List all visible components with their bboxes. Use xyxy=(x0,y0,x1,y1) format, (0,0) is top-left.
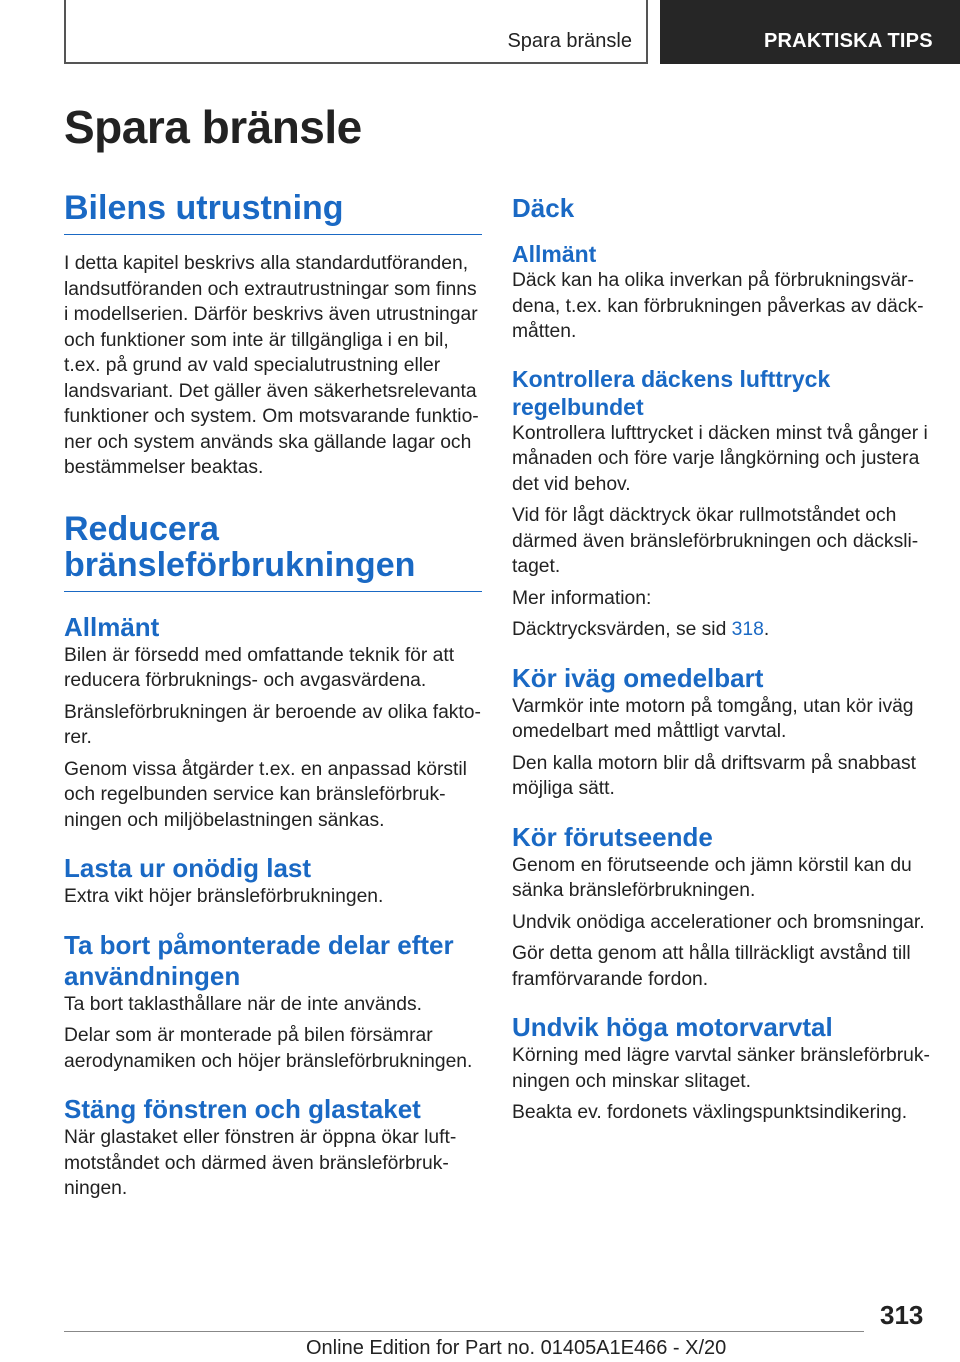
section-anticipate xyxy=(512,822,930,993)
heading-load: Lasta ur onödig last xyxy=(64,853,312,883)
section-load xyxy=(64,853,482,910)
pressure-p3: Mer information: xyxy=(512,587,652,609)
header-chapter-title: PRAKTISKA TIPS xyxy=(764,30,933,52)
page-number: 313 xyxy=(880,1300,924,1330)
heading-reduce: Reducera bränsleförbrukningen xyxy=(64,511,482,592)
mounted-p2: Delar som är monterade på bilen försämrar aerodynamiken och höjer bränsleförbrukningen. xyxy=(64,1025,473,1072)
header-chapter-tab[interactable] xyxy=(660,0,960,64)
heading-tires: Däck xyxy=(512,193,575,223)
pressure-p4 xyxy=(512,617,930,643)
anticipate-p1: Genom en förutseende och jämn körstil kan du sänka bränsleförbrukningen. xyxy=(512,854,912,901)
section-mounted-parts xyxy=(64,930,482,1075)
heading-mounted-parts: Ta bort påmonterade delar efter användningen xyxy=(64,929,454,991)
drive-off-p2: Den kalla motorn blir då driftsvarm på snabbast möjliga sätt. xyxy=(512,752,917,799)
equipment-text: I detta kapitel beskrivs alla standardutföranden, landsutföranden och extrautrustningar som finns i modellserien. Därför beskrivs även utrustningar och funktioner som inte är tillgängliga i en bil, t.ex. på grund av vald specialutrustning eller landsvariant. Det gäller även säkerhetsrelevanta funktioner och system. Om motsvarande funktioner och system används ska gällande lagar och bestämmelser beaktas. xyxy=(64,253,479,478)
heading-drive-off: Kör iväg omedelbart xyxy=(512,662,764,693)
pressure-p2: Vid för lågt däcktryck ökar rullmotståndet och därmed även bränsleförbrukningen och däckslitaget. xyxy=(512,505,919,577)
section-tires xyxy=(512,190,930,345)
heading-equipment: Bilens utrustning xyxy=(64,190,482,235)
footer-divider xyxy=(64,1331,864,1332)
mounted-p1: Ta bort taklasthållare när de inte används. xyxy=(64,993,422,1015)
section-drive-off xyxy=(512,663,930,802)
heading-anticipate: Kör förutseende xyxy=(512,821,713,852)
page-title: Spara bränsle xyxy=(64,101,362,153)
load-p1: Extra vikt höjer bränsleförbrukningen. xyxy=(64,886,384,907)
section-equipment xyxy=(64,190,482,481)
heading-windows: Stäng fönstren och glastaket xyxy=(64,1094,421,1124)
pressure-ref-text: Däcktrycksvärden, se sid xyxy=(512,619,732,640)
rpm-p1: Körning med lägre varvtal sänker bränsleförbrukningen och minskar slitaget. xyxy=(512,1045,930,1092)
footer-edition: Online Edition for Part no. 01405A1E466 - X/20 xyxy=(306,1337,727,1359)
reduce-p2: Bränsleförbrukningen är beroende av olika faktorer. xyxy=(64,701,481,748)
drive-off-p1: Varmkör inte motorn på tomgång, utan kör iväg omedelbart med måttligt varvtal. xyxy=(512,695,914,742)
section-reduce xyxy=(64,511,482,834)
left-column xyxy=(64,190,482,1202)
section-tire-pressure xyxy=(512,365,930,643)
section-rpm xyxy=(512,1012,930,1126)
header-section-title: Spara bränsle xyxy=(507,30,632,52)
pressure-ref-suffix: . xyxy=(763,619,770,640)
section-windows xyxy=(64,1094,482,1202)
tires-p1: Däck kan ha olika inverkan på förbrukningsvärdena, t.ex. kan förbrukningen påverkas av däckmåtten. xyxy=(512,270,924,342)
page-link-318[interactable]: 318 xyxy=(731,619,764,640)
reduce-p3: Genom vissa åtgärder t.ex. en anpassad körstil och regelbunden service kan bränsleförbrukningen och miljöbelastningen sänkas. xyxy=(64,758,467,831)
anticipate-p3: Gör detta genom att hålla tillräckligt avstånd till framförvarande fordon. xyxy=(512,943,911,990)
reduce-p1: Bilen är försedd med omfattande teknik för att reducera förbruknings- och avgasvärdena. xyxy=(64,644,455,691)
heading-tires-general: Allmänt xyxy=(512,241,597,267)
header-section-box xyxy=(64,0,648,64)
windows-p1: När glastaket eller fönstren är öppna ökar luftmotståndet och därmed även bränsleförbrukningen. xyxy=(64,1127,457,1199)
right-column xyxy=(512,190,930,1126)
anticipate-p2: Undvik onödiga accelerationer och bromsningar. xyxy=(512,911,925,933)
pressure-p1: Kontrollera lufttrycket i däcken minst två gånger i månaden och före varje långkörning och justera det vid behov. xyxy=(512,422,928,495)
heading-reduce-general: Allmänt xyxy=(64,611,160,642)
heading-rpm: Undvik höga motorvarvtal xyxy=(512,1012,833,1042)
rpm-p2: Beakta ev. fordonets växlingspunktsindikering. xyxy=(512,1102,908,1123)
heading-tire-pressure: Kontrollera däckens lufttryck regelbundet xyxy=(512,365,831,420)
